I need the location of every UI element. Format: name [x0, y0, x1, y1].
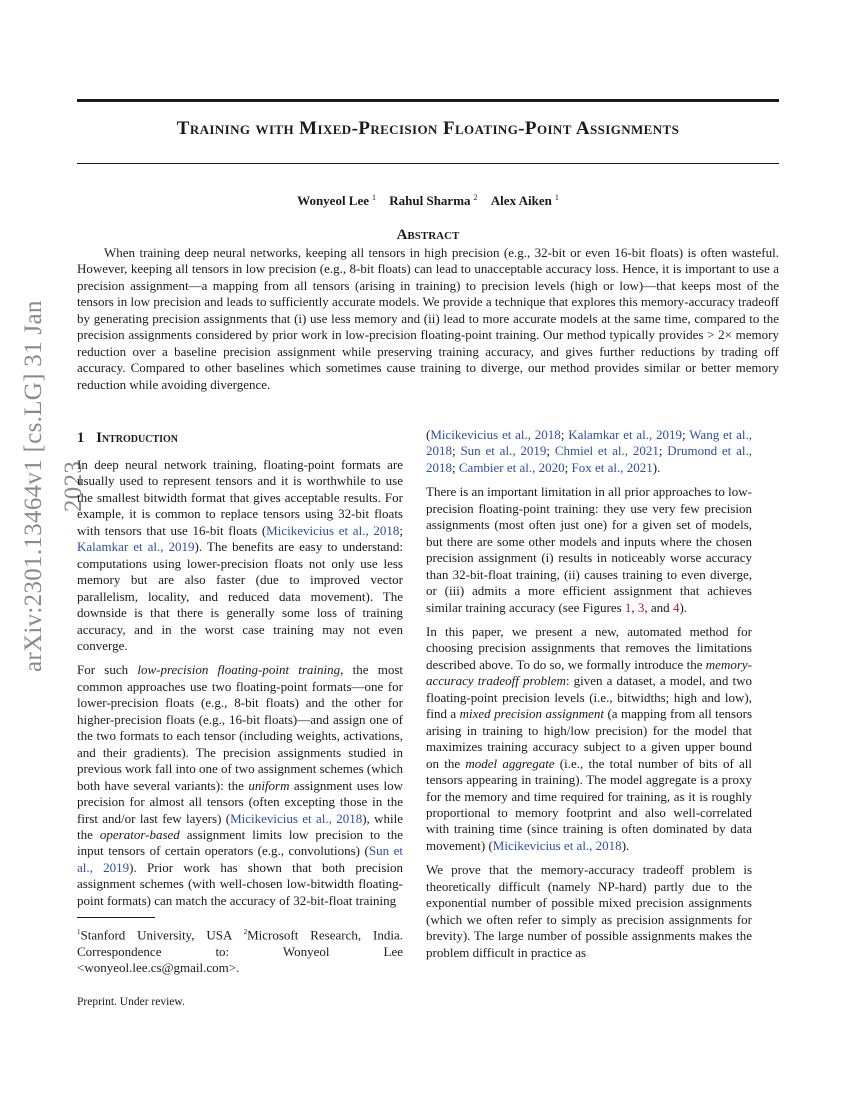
intro-paragraph-2	[77, 662, 403, 909]
text-run: ;	[682, 427, 690, 442]
correspondence: Correspondence to: Wonyeol Lee <wonyeol.lee.cs@gmail.com>.	[77, 944, 403, 976]
author-name: Wonyeol Lee	[297, 193, 370, 209]
author	[389, 193, 477, 208]
citation-link[interactable]: Kalamkar et al., 2019	[77, 539, 195, 555]
right-column	[426, 427, 752, 969]
citation-link[interactable]: Micikevicius et al., 2018	[430, 427, 561, 442]
citation-link[interactable]: Micikevicius et al., 2018	[230, 810, 363, 826]
text-run: (	[426, 427, 431, 442]
text-run: assignment limits low precision to the input tensors of certain operators (e.g., convolutions) (	[77, 826, 403, 859]
author-list	[77, 193, 779, 209]
figure-link[interactable]: 3	[637, 599, 645, 615]
citation-link[interactable]: Sun et al., 2019	[460, 443, 547, 459]
citation-link[interactable]: Sun et al., 2019	[77, 843, 403, 875]
text-run: ).	[679, 599, 688, 615]
text-run: ,	[631, 599, 638, 615]
footnote-rule	[77, 917, 155, 918]
intro-paragraph-1	[77, 457, 403, 654]
text-run: ;	[452, 459, 459, 475]
emphasis: operator-based	[99, 826, 180, 842]
emphasis: uniform	[248, 777, 290, 793]
title-top-rule	[77, 99, 779, 102]
affiliation: Microsoft Research, India.	[247, 927, 403, 943]
text-run: (i.e., the total number of bits of all tensors appearing in training). The model aggregate is a proxy for the memory and time required for training, as it is roughly proportional to memory footprint and also well-correlated with training time (since training is often dominated by data movement) (	[426, 755, 753, 853]
arxiv-identifier: arXiv:2301.13464v1 [cs.LG] 31 Jan 2023	[20, 300, 87, 672]
preprint-note: Preprint. Under review.	[77, 995, 185, 1008]
paper-title: Training with Mixed-Precision Floating-Point Assignments	[176, 118, 680, 139]
text-run: (a mapping from all tensors arising in training to high/low precision) for the model that maximizes training accuracy subject to a given upper bound on the	[426, 706, 753, 771]
text-run: : given a dataset, a model, and two floating-point precision levels (i.e., bitwidths; high and low), find a	[426, 673, 753, 722]
text-run: We prove that the memory-accuracy tradeoff problem is theoretically difficult (namely NP-hard) partly due to the exponential number of possible mixed precision assignments (which we often refer to simply as precision assignments for brevity). The large number of possible assignments makes the problem difficult in practice as	[426, 862, 752, 960]
text-run: ).	[652, 459, 661, 475]
author-affiliation-mark: 2	[473, 193, 478, 202]
emphasis: memory-accuracy tradeoff problem	[426, 656, 752, 689]
author-name: Rahul Sharma	[389, 193, 471, 209]
affiliation-footnote	[77, 924, 403, 977]
text-run: ;	[546, 443, 555, 459]
intro-paragraph-5	[426, 862, 752, 961]
citation-link[interactable]: Wang et al., 2018	[426, 427, 753, 459]
text-run: ;	[452, 443, 461, 459]
text-run: , the most common approaches use two floating-point formats—one for lower-precision floats (e.g., 8-bit floats) and the other for higher-precision floats (e.g., 16-bit floats)—and assign one of the two formats to each tensor (including weights, activations, and their gradients). The precision assignments studied in previous work fall into one of two assignment schemes (which both have several variants): the	[77, 662, 404, 793]
left-column	[77, 427, 403, 1008]
emphasis: model aggregate	[465, 755, 555, 771]
text-run: ;	[399, 522, 404, 538]
citation-link[interactable]: Cambier et al., 2020	[458, 459, 565, 475]
text-run: In this paper, we present a new, automated method for choosing precision assignments that removes the limitations described above. To do so, we formally introduce the	[426, 623, 752, 672]
text-run: There is an important limitation in all prior approaches to low-precision floating-point training: they use very few precision assignments (most often just one) for a given set of models, but there are some other models and inputs where the chosen precision assignment (i) results in noticeably worse accuracy than 32-bit-float training, (ii) causes training to even diverge, or (iii) admits a more efficient assignment that achieves similar training accuracy (see Figures	[426, 484, 752, 615]
emphasis: low-precision floating-point training	[137, 662, 341, 678]
text-run: assignment uses low precision for almost all tensors (often excepting those in the first and/or last few layers) (	[77, 777, 403, 826]
author-affiliation-mark: 1	[372, 193, 377, 202]
footnote-mark: 1	[77, 928, 81, 937]
author	[297, 193, 376, 208]
citation-link[interactable]: Drumond et al., 2018	[426, 443, 752, 475]
footnote-mark: 2	[243, 928, 248, 937]
citation-link[interactable]: Kalamkar et al., 2019	[568, 427, 683, 442]
text-run: ).	[621, 837, 630, 853]
author	[491, 193, 559, 208]
intro-paragraph-4	[426, 624, 752, 854]
citation-link[interactable]: Fox et al., 2021	[571, 459, 653, 475]
text-run: ;	[560, 427, 569, 442]
text-run: ;	[564, 459, 572, 475]
author-affiliation-mark: 1	[554, 193, 559, 202]
abstract-text: When training deep neural networks, keeping all tensors in high precision (e.g., 32-bit or even 16-bit floats) is often wasteful. However, keeping all tensors in low precision (e.g., 8-bit floats) can lead to unacceptable accuracy loss. Hence, it is important to use a precision assignment—a mapping from all tensors (arising in training) to precision levels (high or low)—that keeps most of the tensors in low precision and leads to sufficiently accurate models. We provide a technique that explores this memory-accuracy tradeoff by generating precision assignments that (i) use less memory and (ii) lead to more accurate models at the same time, compared to the precision assignments considered by prior work in low-precision floating-point training. Our method typically provides > 2× memory reduction over a baseline precision assignment while preserving training accuracy, and gives further reductions by trading off accuracy. Compared to other baselines which sometimes cause training to diverge, our method provides similar or better memory reduction while avoiding divergence.	[77, 245, 779, 392]
text-run: ). Prior work has shown that both precision assignment schemes (with well-chosen low-bitwidth floating-point formats) can match the accuracy of 32-bit-float training	[77, 859, 403, 908]
citation-link[interactable]: Chmiel et al., 2021	[554, 443, 659, 459]
citation-paragraph	[426, 427, 752, 476]
author-name: Alex Aiken	[490, 193, 552, 209]
section-number: 1	[77, 430, 85, 446]
text-run: ), while the	[77, 810, 403, 842]
section-title: Introduction	[96, 430, 179, 446]
section-heading	[77, 427, 403, 457]
text-run: For such	[77, 662, 138, 678]
figure-link[interactable]: 1	[624, 599, 632, 615]
intro-paragraph-3	[426, 484, 752, 616]
text-run: In deep neural network training, floating-point formats are usually used to represent tensors and it is worthwhile to use the smallest bitwidth format that gives acceptable results. For example, it is common to replace tensors using 32-bit floats with tensors that use 16-bit floats (	[77, 457, 403, 538]
citation-link[interactable]: Micikevicius et al., 2018	[266, 522, 400, 538]
emphasis: mixed precision assignment	[459, 706, 605, 722]
abstract-heading: Abstract	[396, 227, 460, 243]
citation-link[interactable]: Micikevicius et al., 2018	[492, 837, 622, 853]
title-bottom-rule	[77, 163, 779, 164]
figure-link[interactable]: 4	[672, 599, 680, 615]
text-run: ). The benefits are easy to understand: computations using lower-precision floats not only use less memory but are also faster (due to improved vector parallelism, locality, and reduced data movement). The downside is that there is generally some loss of training accuracy, and in the worst case training may not even converge.	[77, 539, 403, 653]
text-run: , and	[644, 599, 673, 615]
text-run: ;	[658, 443, 668, 459]
affiliation: Stanford University, USA	[80, 927, 232, 943]
